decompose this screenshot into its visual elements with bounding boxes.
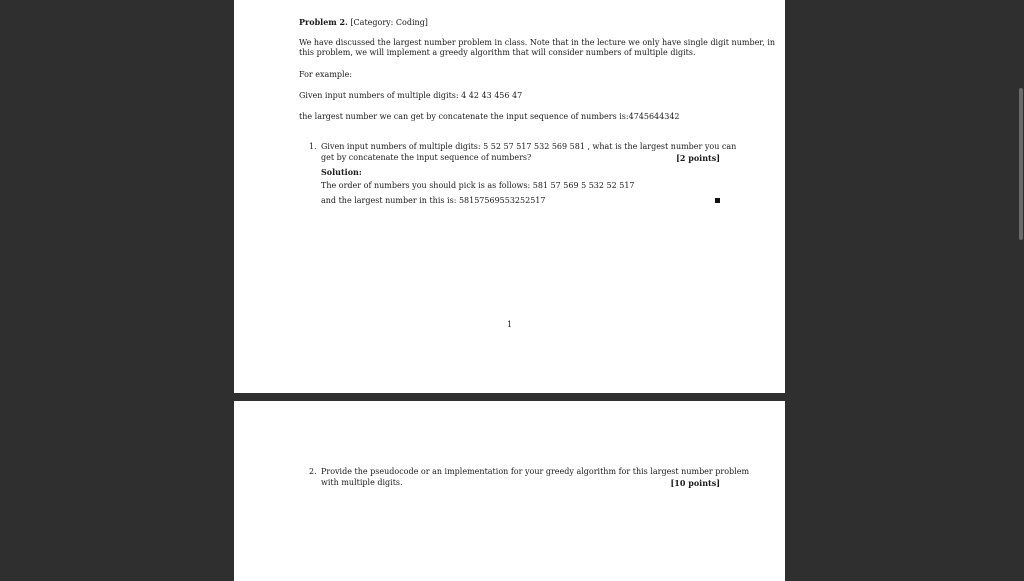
- pdf-page-2: [234, 401, 785, 581]
- question-1-points: [2 points]: [676, 153, 720, 163]
- problem-heading: [299, 17, 428, 28]
- question-2-line-2: with multiple digits.: [321, 478, 403, 487]
- vertical-scrollbar[interactable]: [1016, 0, 1024, 576]
- example-input: Given input numbers of multiple digits: 4 42 43 456 47: [299, 91, 523, 100]
- question-2-number: 2.: [309, 467, 317, 476]
- pdf-page-1: [234, 0, 785, 393]
- problem-label: Problem 2.: [299, 17, 348, 27]
- solution-order: The order of numbers you should pick is as follows: 581 57 569 5 532 52 517: [321, 181, 635, 190]
- intro-paragraph: We have discussed the largest number problem in class. Note that in the lecture we only have single digit number, in this problem, we will implement a greedy algorithm that will consider numbers of multiple digits.: [299, 38, 776, 57]
- question-2-line-1: Provide the pseudocode or an implementation for your greedy algorithm for this largest number problem: [321, 467, 750, 476]
- page-gap: [234, 393, 785, 401]
- solution-answer: and the largest number in this is: 5815756955325251​7: [321, 196, 546, 205]
- page-number: 1: [507, 320, 513, 329]
- question-2-points: [10 points]: [670, 478, 720, 488]
- question-1-line-1: Given input numbers of multiple digits: 5 52 57 517 532 569 581 , what is the largest number you can: [321, 142, 737, 151]
- qed-square-icon: [715, 198, 720, 203]
- scrollbar-thumb[interactable]: [1019, 88, 1023, 240]
- for-example-label: For example:: [299, 70, 353, 79]
- solution-label: Solution:: [321, 167, 362, 177]
- question-1-number: 1.: [309, 142, 317, 151]
- example-output: the largest number we can get by concatenate the input sequence of numbers is:4745644342: [299, 112, 680, 121]
- problem-category: [Category: Coding]: [350, 18, 428, 27]
- question-1-line-2: get by concatenate the input sequence of numbers?: [321, 153, 532, 162]
